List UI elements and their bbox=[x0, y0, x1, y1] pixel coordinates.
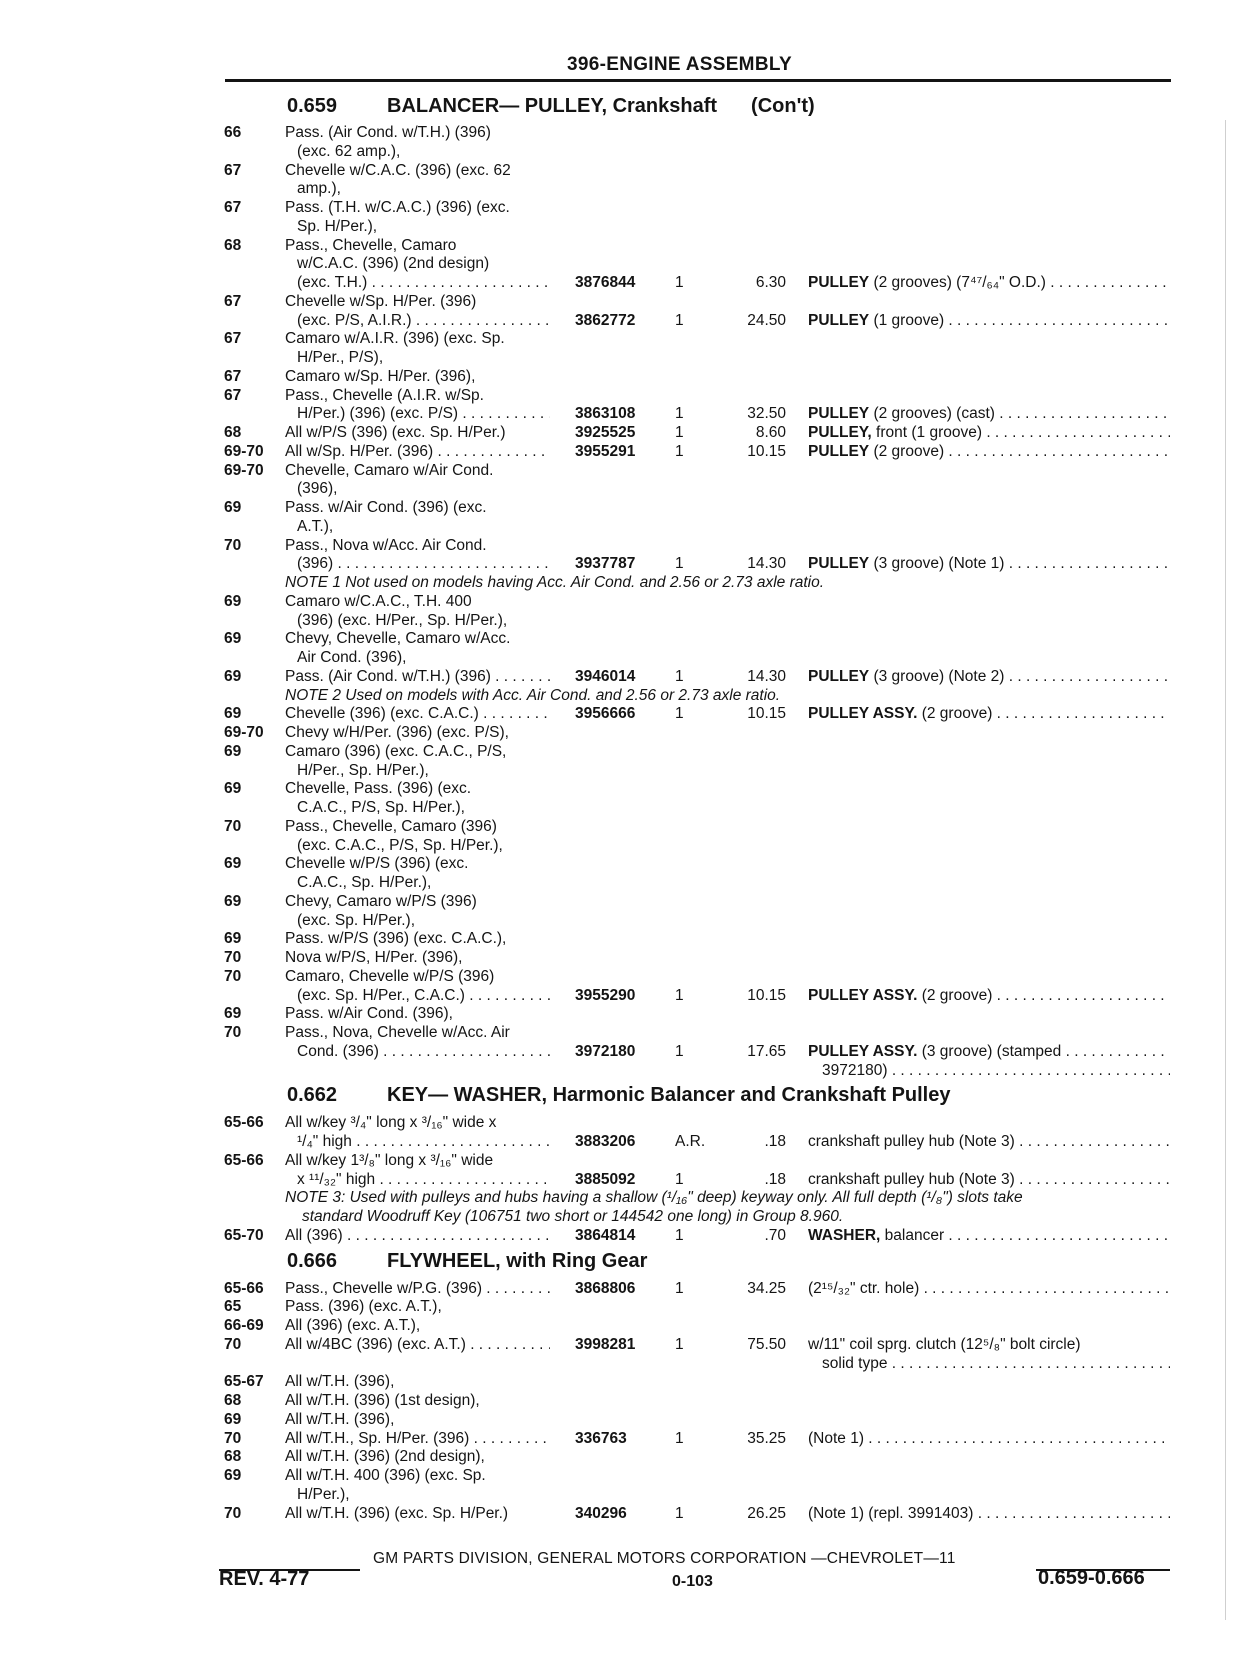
part-number: 3868806 bbox=[575, 1279, 636, 1297]
part-name bbox=[808, 1133, 1170, 1151]
part-name bbox=[808, 987, 1170, 1005]
price: 17.65 bbox=[747, 1042, 786, 1060]
table-row bbox=[0, 162, 1236, 180]
table-row bbox=[0, 1005, 1236, 1023]
price: 10.15 bbox=[747, 705, 786, 723]
part-name-detail: (3 groove) (stamped bbox=[917, 1042, 1062, 1060]
model-year: 69-70 bbox=[224, 724, 264, 741]
application-text: Camaro, Chevelle w/P/S (396) bbox=[285, 967, 495, 985]
section-continued: (Con't) bbox=[751, 95, 815, 117]
application-text: Pass. w/Air Cond. (396) (exc. bbox=[285, 499, 487, 516]
header-rule bbox=[225, 79, 1171, 82]
part-name-bold: PULLEY, bbox=[808, 424, 872, 441]
part-name bbox=[808, 1043, 1170, 1061]
model-year: 65-66 bbox=[224, 1151, 264, 1169]
part-name-continued: solid type . . . bbox=[822, 1355, 1170, 1373]
table-row bbox=[0, 424, 1236, 442]
model-year: 70 bbox=[224, 1429, 242, 1447]
table-row bbox=[0, 1298, 1236, 1316]
table-row bbox=[0, 255, 1236, 273]
part-number: 3876844 bbox=[575, 274, 636, 291]
price: 75.50 bbox=[747, 1335, 786, 1353]
model-year: 69 bbox=[224, 1005, 242, 1023]
part-name-detail: (1 groove) bbox=[869, 311, 945, 329]
table-row bbox=[0, 1392, 1236, 1410]
model-year: 69 bbox=[224, 667, 242, 685]
model-year: 70 bbox=[224, 1504, 242, 1522]
table-row bbox=[0, 518, 1236, 536]
application-text: H/Per.) (396) (exc. P/S) . . . bbox=[297, 405, 550, 423]
application-text: All w/T.H. (396), bbox=[285, 1410, 395, 1428]
part-name bbox=[808, 1227, 1170, 1245]
price: .18 bbox=[764, 1133, 786, 1150]
table-row bbox=[0, 1355, 1236, 1373]
quantity: 1 bbox=[675, 424, 684, 441]
table-row bbox=[0, 724, 1236, 742]
model-year: 70 bbox=[224, 817, 242, 835]
section-heading-0659 bbox=[287, 95, 815, 118]
application-text: All w/4BC (396) (exc. A.T.) . . . bbox=[285, 1336, 550, 1354]
part-name bbox=[808, 668, 1170, 686]
part-name bbox=[808, 1430, 1170, 1448]
page-number: 0-103 bbox=[672, 1573, 713, 1590]
table-row bbox=[0, 1448, 1236, 1466]
price: 24.50 bbox=[747, 311, 786, 329]
model-year: 65 bbox=[224, 1298, 242, 1316]
application-text: amp.), bbox=[297, 180, 341, 198]
model-year: 70 bbox=[224, 1335, 242, 1353]
application-text: (exc. T.H.) . . . bbox=[297, 274, 550, 292]
table-row bbox=[0, 349, 1236, 367]
application-text: Camaro w/A.I.R. (396) (exc. Sp. bbox=[285, 330, 505, 348]
quantity: 1 bbox=[675, 1335, 684, 1353]
application-text: C.A.C., Sp. H/Per.), bbox=[297, 874, 432, 891]
quantity: 1 bbox=[675, 1042, 684, 1060]
table-row bbox=[0, 837, 1236, 855]
quantity: 1 bbox=[675, 274, 684, 291]
application-text: All w/T.H. (396) (2nd design), bbox=[285, 1448, 485, 1466]
part-number: 3955290 bbox=[575, 986, 636, 1004]
quantity: 1 bbox=[675, 986, 684, 1004]
application-text: All w/key ³/₄" long x ³/₁₆" wide x bbox=[285, 1114, 497, 1132]
table-row bbox=[0, 462, 1236, 480]
model-year: 69 bbox=[224, 1467, 242, 1484]
model-year: 67 bbox=[224, 330, 242, 348]
part-name-bold: WASHER, bbox=[808, 1226, 881, 1244]
footnote: NOTE 2 Used on models with Acc. Air Cond. and 2.56 or 2.73 axle ratio. bbox=[285, 686, 781, 704]
part-number: 3998281 bbox=[575, 1335, 636, 1353]
application-text: (exc. P/S, A.I.R.) . . . bbox=[297, 312, 550, 330]
model-year: 69 bbox=[224, 780, 242, 798]
table-row bbox=[0, 555, 1236, 573]
model-year: 67 bbox=[224, 292, 242, 310]
table-row bbox=[0, 1227, 1236, 1245]
application-text: Pass. w/Air Cond. (396), bbox=[285, 1005, 453, 1023]
section-number: 0.662 bbox=[287, 1084, 338, 1107]
table-row bbox=[0, 893, 1236, 911]
part-name-bold: PULLEY ASSY. bbox=[808, 705, 918, 723]
table-row bbox=[0, 537, 1236, 555]
table-row bbox=[0, 968, 1236, 986]
part-name-detail: (2 grooves) (cast) bbox=[869, 405, 995, 423]
application-text: Pass. (Air Cond. w/T.H.) (396) . . . bbox=[285, 668, 550, 686]
model-year: 69-70 bbox=[224, 461, 264, 479]
table-row bbox=[0, 199, 1236, 217]
model-year: 65-66 bbox=[224, 1114, 264, 1132]
application-text: Pass. w/P/S (396) (exc. C.A.C.), bbox=[285, 930, 507, 948]
table-row bbox=[0, 1043, 1236, 1061]
revision-label: REV. 4-77 bbox=[219, 1568, 310, 1590]
application-text: Chevy, Chevelle, Camaro w/Acc. bbox=[285, 630, 511, 648]
quantity: 1 bbox=[675, 405, 684, 423]
table-row bbox=[0, 987, 1236, 1005]
part-name bbox=[808, 443, 1170, 461]
price: 35.25 bbox=[747, 1429, 786, 1447]
application-text: All (396) (exc. A.T.), bbox=[285, 1317, 421, 1334]
part-name bbox=[808, 705, 1170, 723]
application-text: Chevelle w/C.A.C. (396) (exc. 62 bbox=[285, 161, 511, 179]
page-edge bbox=[1225, 120, 1226, 1620]
table-row bbox=[0, 368, 1236, 386]
table-row bbox=[0, 593, 1236, 611]
part-number: 340296 bbox=[575, 1504, 627, 1522]
quantity: 1 bbox=[675, 1226, 684, 1244]
part-name-detail: (2 groove) bbox=[917, 705, 993, 723]
table-row bbox=[0, 949, 1236, 967]
table-row bbox=[0, 612, 1236, 630]
quantity: 1 bbox=[675, 705, 684, 723]
application-text: All w/T.H. (396) (1st design), bbox=[285, 1392, 480, 1409]
application-text: H/Per., P/S), bbox=[297, 349, 384, 366]
model-year: 70 bbox=[224, 1024, 242, 1041]
table-row bbox=[0, 1133, 1236, 1151]
quantity: 1 bbox=[675, 311, 684, 329]
table-row bbox=[0, 855, 1236, 873]
part-name-detail: (2 groove) bbox=[917, 986, 993, 1004]
model-year: 68 bbox=[224, 1392, 242, 1409]
application-text: Camaro w/C.A.C., T.H. 400 bbox=[285, 592, 472, 610]
table-row bbox=[0, 293, 1236, 311]
application-text: (exc. Sp. H/Per., C.A.C.) . . . bbox=[297, 987, 550, 1005]
section-title: KEY— WASHER, Harmonic Balancer and Crankshaft Pulley bbox=[387, 1084, 951, 1107]
application-text: A.T.), bbox=[297, 517, 334, 535]
table-row bbox=[0, 1411, 1236, 1429]
application-text: Pass., Chevelle, Camaro (396) bbox=[285, 817, 497, 835]
section-number: 0.659 bbox=[287, 95, 338, 117]
model-year: 66 bbox=[224, 124, 242, 141]
table-row bbox=[0, 743, 1236, 761]
quantity: 1 bbox=[675, 442, 684, 460]
table-row bbox=[0, 1062, 1236, 1080]
section-number: 0.666 bbox=[287, 1249, 338, 1272]
table-row bbox=[0, 312, 1236, 330]
application-text: Chevelle, Pass. (396) (exc. bbox=[285, 780, 472, 798]
application-text: (exc. Sp. H/Per.), bbox=[297, 911, 416, 929]
model-year: 69 bbox=[224, 892, 242, 910]
table-row bbox=[0, 762, 1236, 780]
application-text: Chevelle w/P/S (396) (exc. bbox=[285, 855, 469, 873]
table-row bbox=[0, 874, 1236, 892]
table-row bbox=[0, 274, 1236, 292]
part-name-bold: PULLEY ASSY. bbox=[808, 1042, 918, 1060]
model-year: 69 bbox=[224, 1410, 242, 1428]
table-row bbox=[0, 1152, 1236, 1170]
model-year: 69 bbox=[224, 592, 242, 610]
application-text: Pass., Chevelle (A.I.R. w/Sp. bbox=[285, 386, 484, 404]
price: 8.60 bbox=[755, 424, 786, 441]
part-number: 3925525 bbox=[575, 424, 636, 441]
model-year: 69 bbox=[224, 742, 242, 760]
part-name-detail: (3 groove) (Note 2) bbox=[869, 667, 1005, 685]
footnote: standard Woodruff Key (106751 two short or 144542 one long) in Group 8.960. bbox=[302, 1208, 844, 1225]
application-text: (exc. 62 amp.), bbox=[297, 142, 401, 160]
application-text: All w/T.H. (396), bbox=[285, 1373, 395, 1391]
price: .70 bbox=[764, 1226, 786, 1244]
table-row bbox=[0, 124, 1236, 142]
model-year: 65-66 bbox=[224, 1279, 264, 1297]
application-text: (396) . . . bbox=[297, 555, 550, 573]
application-text: Pass. (T.H. w/C.A.C.) (396) (exc. bbox=[285, 199, 510, 216]
price: 34.25 bbox=[747, 1279, 786, 1297]
part-name-detail: w/11" coil sprg. clutch (12⁵/₈" bolt circle) bbox=[808, 1335, 1081, 1353]
section-heading-666 bbox=[287, 1250, 647, 1273]
section-range: 0.659-0.666 bbox=[1038, 1567, 1145, 1589]
price: 26.25 bbox=[747, 1504, 786, 1522]
price: 6.30 bbox=[755, 274, 786, 291]
part-number: 3946014 bbox=[575, 667, 636, 685]
part-name-bold: PULLEY ASSY. bbox=[808, 986, 918, 1004]
price: 10.15 bbox=[747, 986, 786, 1004]
part-name-continued: 3972180) . . . bbox=[822, 1062, 1170, 1080]
application-text: (exc. C.A.C., P/S, Sp. H/Per.), bbox=[297, 836, 503, 854]
section-title: FLYWHEEL, with Ring Gear bbox=[387, 1249, 648, 1272]
table-row bbox=[0, 1430, 1236, 1448]
section-heading-662 bbox=[287, 1084, 951, 1107]
application-text: Pass. (396) (exc. A.T.), bbox=[285, 1298, 442, 1316]
price: 14.30 bbox=[747, 667, 786, 685]
application-text: Pass., Nova, Chevelle w/Acc. Air bbox=[285, 1024, 510, 1041]
model-year: 70 bbox=[224, 949, 242, 966]
model-year: 69 bbox=[224, 499, 242, 516]
table-row bbox=[0, 405, 1236, 423]
table-row bbox=[0, 330, 1236, 348]
model-year: 67 bbox=[224, 161, 242, 179]
part-number: 3972180 bbox=[575, 1042, 636, 1060]
table-row bbox=[0, 443, 1236, 461]
application-text: All w/T.H., Sp. H/Per. (396) . . . bbox=[285, 1430, 550, 1448]
quantity: 1 bbox=[675, 1504, 684, 1522]
part-number: 3863108 bbox=[575, 405, 636, 423]
part-name-detail: (2 groove) bbox=[869, 442, 945, 460]
application-text: Chevelle (396) (exc. C.A.C.) . . . bbox=[285, 705, 550, 723]
quantity: A.R. bbox=[675, 1133, 706, 1150]
quantity: 1 bbox=[675, 1429, 684, 1447]
table-row bbox=[0, 799, 1236, 817]
part-name bbox=[808, 1505, 1170, 1523]
model-year: 68 bbox=[224, 1448, 242, 1466]
application-text: Chevy, Camaro w/P/S (396) bbox=[285, 892, 477, 910]
table-row bbox=[0, 705, 1236, 723]
table-row bbox=[0, 649, 1236, 667]
part-name-bold: PULLEY bbox=[808, 311, 870, 329]
model-year: 69 bbox=[224, 855, 242, 873]
table-row bbox=[0, 237, 1236, 255]
part-name bbox=[808, 274, 1170, 292]
part-name-bold: PULLEY bbox=[808, 274, 870, 291]
model-year: 67 bbox=[224, 367, 242, 385]
table-row bbox=[0, 480, 1236, 498]
part-name-detail: (3 groove) (Note 1) bbox=[869, 555, 1005, 573]
part-name bbox=[808, 555, 1170, 573]
application-text: Pass., Chevelle, Camaro bbox=[285, 236, 457, 254]
part-number: 3862772 bbox=[575, 311, 636, 329]
price: 14.30 bbox=[747, 555, 786, 573]
part-name bbox=[808, 1280, 1170, 1298]
application-text: H/Per.), bbox=[297, 1485, 350, 1503]
price: 10.15 bbox=[747, 442, 786, 460]
model-year: 70 bbox=[224, 967, 242, 985]
application-text: Nova w/P/S, H/Per. (396), bbox=[285, 949, 463, 966]
application-text: Chevelle, Camaro w/Air Cond. bbox=[285, 461, 494, 479]
application-text: Pass., Chevelle w/P.G. (396) . . . bbox=[285, 1280, 550, 1298]
part-number: 3885092 bbox=[575, 1170, 636, 1188]
part-number: 336763 bbox=[575, 1429, 627, 1447]
application-text: All w/T.H. 400 (396) (exc. Sp. bbox=[285, 1467, 486, 1484]
table-row bbox=[0, 1467, 1236, 1485]
application-text: ¹/₄" high . . . bbox=[297, 1133, 550, 1151]
application-text: Chevy w/H/Per. (396) (exc. P/S), bbox=[285, 724, 509, 741]
part-name-detail: front (1 groove) bbox=[871, 424, 983, 441]
model-year: 69 bbox=[224, 930, 242, 948]
table-row bbox=[0, 1024, 1236, 1042]
part-name-bold: PULLEY bbox=[808, 405, 870, 423]
table-row bbox=[0, 387, 1236, 405]
part-name-detail: (Note 1) (repl. 3991403) bbox=[808, 1504, 974, 1522]
quantity: 1 bbox=[675, 667, 684, 685]
application-text: Camaro w/Sp. H/Per. (396), bbox=[285, 367, 476, 385]
table-row bbox=[0, 218, 1236, 236]
table-row bbox=[0, 1171, 1236, 1189]
application-text: All w/key 1³/₈" long x ³/₁₆" wide bbox=[285, 1151, 494, 1169]
application-text: All (396) . . . bbox=[285, 1227, 550, 1245]
model-year: 65-70 bbox=[224, 1226, 264, 1244]
page-title: 396-ENGINE ASSEMBLY bbox=[567, 54, 792, 75]
application-text: Pass. (Air Cond. w/T.H.) (396) bbox=[285, 124, 491, 141]
price: .18 bbox=[764, 1170, 786, 1188]
model-year: 66-69 bbox=[224, 1317, 264, 1334]
table-row bbox=[0, 1486, 1236, 1504]
application-text: (396) (exc. H/Per., Sp. H/Per.), bbox=[297, 611, 508, 629]
application-text: Air Cond. (396), bbox=[297, 649, 407, 666]
application-text: Sp. H/Per.), bbox=[297, 217, 378, 235]
table-row bbox=[0, 180, 1236, 198]
quantity: 1 bbox=[675, 555, 684, 573]
part-name-bold: PULLEY bbox=[808, 442, 870, 460]
section-title: BALANCER— PULLEY, Crankshaft bbox=[387, 95, 718, 117]
part-name bbox=[808, 1171, 1170, 1189]
application-text: Chevelle w/Sp. H/Per. (396) bbox=[285, 292, 477, 310]
model-year: 70 bbox=[224, 536, 242, 554]
table-row bbox=[0, 930, 1236, 948]
part-name-detail: (2 grooves) (7⁴⁷/₆₄" O.D.) bbox=[869, 274, 1046, 291]
table-row bbox=[0, 1280, 1236, 1298]
part-name bbox=[808, 312, 1170, 330]
part-name bbox=[808, 424, 1170, 442]
quantity: 1 bbox=[675, 1170, 684, 1188]
footer-corporation: GM PARTS DIVISION, GENERAL MOTORS CORPORATION —CHEVROLET—11 bbox=[373, 1550, 956, 1567]
part-number: 3864814 bbox=[575, 1226, 636, 1244]
application-text: (396), bbox=[297, 480, 338, 498]
application-text: x ¹¹/₃₂" high . . . bbox=[297, 1171, 550, 1189]
application-text: w/C.A.C. (396) (2nd design) bbox=[297, 255, 490, 273]
table-row bbox=[0, 499, 1236, 517]
part-name-bold: PULLEY bbox=[808, 555, 870, 573]
application-text: H/Per., Sp. H/Per.), bbox=[297, 761, 429, 779]
table-row bbox=[0, 818, 1236, 836]
model-year: 67 bbox=[224, 386, 242, 404]
part-number: 3956666 bbox=[575, 705, 636, 723]
part-number: 3937787 bbox=[575, 555, 636, 573]
model-year: 68 bbox=[224, 236, 242, 254]
application-text: All w/T.H. (396) (exc. Sp. H/Per.) bbox=[285, 1504, 509, 1522]
model-year: 67 bbox=[224, 199, 242, 216]
table-row bbox=[0, 1114, 1236, 1132]
application-text: All w/Sp. H/Per. (396) . . . bbox=[285, 443, 550, 461]
application-text: Camaro (396) (exc. C.A.C., P/S, bbox=[285, 742, 507, 760]
part-name bbox=[808, 1336, 1170, 1354]
model-year: 69 bbox=[224, 630, 242, 648]
table-row bbox=[0, 912, 1236, 930]
part-number: 3883206 bbox=[575, 1133, 636, 1150]
part-name-detail: (Note 1) bbox=[808, 1429, 864, 1447]
application-text: All w/P/S (396) (exc. Sp. H/Per.) bbox=[285, 424, 506, 441]
price: 32.50 bbox=[747, 405, 786, 423]
table-row bbox=[0, 1505, 1236, 1523]
table-row bbox=[0, 780, 1236, 798]
part-name-detail: crankshaft pulley hub (Note 3) bbox=[808, 1133, 1015, 1150]
part-name bbox=[808, 405, 1170, 423]
table-row bbox=[0, 630, 1236, 648]
part-name-detail: balancer bbox=[880, 1226, 945, 1244]
table-row bbox=[0, 1336, 1236, 1354]
application-text: C.A.C., P/S, Sp. H/Per.), bbox=[297, 799, 465, 816]
model-year: 69-70 bbox=[224, 442, 264, 460]
footnote: NOTE 1 Not used on models having Acc. Air Cond. and 2.56 or 2.73 axle ratio. bbox=[285, 574, 825, 591]
table-row bbox=[0, 143, 1236, 161]
table-row bbox=[0, 1317, 1236, 1335]
model-year: 68 bbox=[224, 424, 242, 441]
application-text: Cond. (396) . . . bbox=[297, 1043, 550, 1061]
model-year: 69 bbox=[224, 705, 242, 723]
part-name-detail: (2¹⁵/₃₂" ctr. hole) bbox=[808, 1279, 920, 1297]
part-number: 3955291 bbox=[575, 442, 636, 460]
application-text: Pass., Nova w/Acc. Air Cond. bbox=[285, 536, 487, 554]
model-year: 65-67 bbox=[224, 1373, 264, 1391]
footnote: NOTE 3: Used with pulleys and hubs having a shallow (¹/₁₆" deep) keyway only. All full depth (¹/₈") slots take bbox=[285, 1189, 1023, 1207]
table-row bbox=[0, 1373, 1236, 1391]
table-row bbox=[0, 668, 1236, 686]
part-name-detail: crankshaft pulley hub (Note 3) bbox=[808, 1170, 1015, 1188]
part-name-bold: PULLEY bbox=[808, 667, 870, 685]
quantity: 1 bbox=[675, 1279, 684, 1297]
